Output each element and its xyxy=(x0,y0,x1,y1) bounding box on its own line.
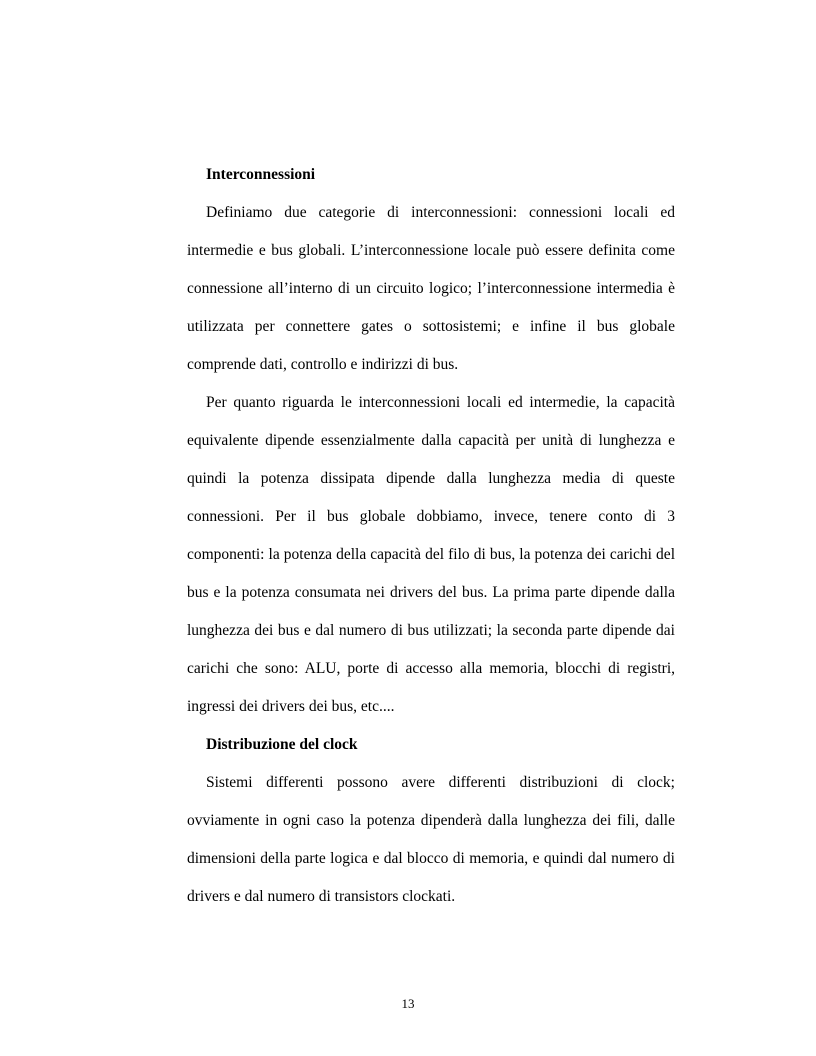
paragraph-interconnessioni-power: Per quanto riguarda le interconnessioni locali ed intermedie, la capacità equivalente dipende essenzialmente dalla capacità per unità di lunghezza e quindi la potenza dissipata dipende dalla lunghezza media di queste connessioni. Per il bus globale dobbiamo, invece, tenere conto di 3 componenti: la potenza della capacità del filo di bus, la potenza dei carichi del bus e la potenza consumata nei drivers del bus. La prima parte dipende dalla lunghezza dei bus e dal numero di bus utilizzati; la seconda parte dipende dai carichi che sono: ALU, porte di accesso alla memoria, blocchi di registri, ingressi dei drivers dei bus, etc.... xyxy=(187,394,675,715)
paragraph-distribuzione-clock: Sistemi differenti possono avere differenti distribuzioni di clock; ovviamente in ogni caso la potenza dipenderà dalla lunghezza dei fili, dalle dimensioni della parte logica e dal blocco di memoria, e quindi dal numero di drivers e dal numero di transistors clockati. xyxy=(187,774,675,905)
page-body xyxy=(187,156,675,916)
section-heading-interconnessioni: Interconnessioni xyxy=(206,166,316,183)
paragraph-interconnessioni-definition: Definiamo due categorie di interconnessioni: connessioni locali ed intermedie e bus globali. L’interconnessione locale può essere definita come connessione all’interno di un circuito logico; l’interconnessione intermedia è utilizzata per connettere gates o sottosistemi; e infine il bus globale comprende dati, controllo e indirizzi di bus. xyxy=(187,204,675,373)
section-heading-distribuzione-clock: Distribuzione del clock xyxy=(206,736,358,753)
page-number: 13 xyxy=(401,996,415,1011)
